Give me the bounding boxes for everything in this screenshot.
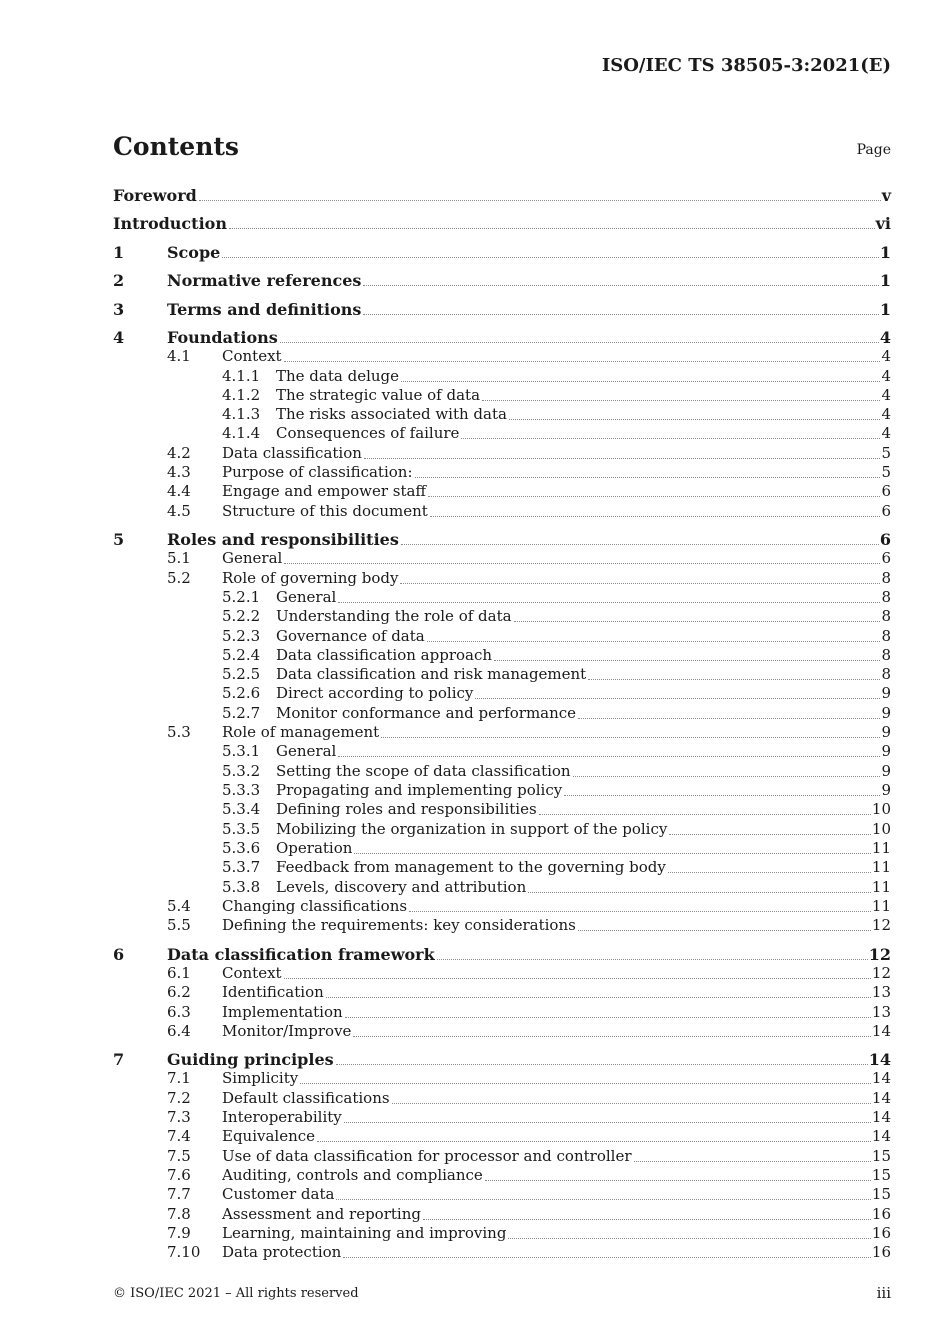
toc-entry-page: 6 <box>881 549 891 567</box>
toc-entry-title: Interoperability <box>222 1108 342 1126</box>
toc-entry-number: 7 <box>113 1050 125 1069</box>
toc-entry-page: 14 <box>868 1050 891 1069</box>
toc-entry[interactable] <box>113 839 891 859</box>
toc-entry-page: 13 <box>871 1003 891 1021</box>
toc-entry-page: 4 <box>881 424 891 442</box>
toc-entry[interactable] <box>113 945 891 965</box>
toc-entry-number: 5.3.1 <box>222 742 261 760</box>
toc-entry-number: 4.1.4 <box>222 424 261 442</box>
toc-entry-title: Data classification <box>222 444 362 462</box>
toc-entry-number: 7.2 <box>167 1089 191 1107</box>
toc-entry[interactable] <box>113 1185 891 1205</box>
toc-entry-title: Identification <box>222 983 324 1001</box>
dot-leader <box>354 853 871 854</box>
dot-leader <box>514 621 881 622</box>
toc-entry[interactable] <box>113 424 891 444</box>
toc-entry-page: 8 <box>881 569 891 587</box>
toc-entry[interactable] <box>113 820 891 840</box>
toc-entry[interactable] <box>113 1127 891 1147</box>
toc-entry-page: 1 <box>879 243 891 262</box>
toc-entry-page: 11 <box>871 858 891 876</box>
toc-entry-page: 9 <box>881 762 891 780</box>
toc-entry[interactable] <box>113 569 891 589</box>
toc-entry-number: 7.10 <box>167 1243 201 1261</box>
toc-entry-number: 4.1.3 <box>222 405 261 423</box>
toc-entry-page: 12 <box>871 964 891 982</box>
toc-entry-number: 7.3 <box>167 1108 191 1126</box>
toc-entry-title: Role of governing body <box>222 569 399 587</box>
toc-entry-page: 14 <box>871 1127 891 1145</box>
toc-entry-title: Changing classifications <box>222 897 408 915</box>
toc-entry[interactable] <box>113 1147 891 1167</box>
toc-entry-title: Terms and definitions <box>167 300 362 319</box>
toc-entry-page: 15 <box>871 1166 891 1184</box>
dot-leader <box>364 458 881 459</box>
dot-leader <box>363 285 878 286</box>
toc-entry[interactable] <box>113 1089 891 1109</box>
toc-entry-page: 12 <box>868 945 891 964</box>
toc-entry-number: 5.2.5 <box>222 665 261 683</box>
toc-entry[interactable] <box>113 444 891 464</box>
toc-entry-page: v <box>881 186 891 205</box>
toc-entry-title: Mobilizing the organization in support of the policy <box>276 820 668 838</box>
toc-entry[interactable] <box>113 1224 891 1244</box>
toc-entry-title: Foundations <box>167 328 278 347</box>
toc-entry-title: Engage and empower staff <box>222 482 427 500</box>
toc-entry-title: Data classification framework <box>167 945 435 964</box>
toc-entry-title: Governance of data <box>276 627 425 645</box>
toc-entry-number: 4.4 <box>167 482 191 500</box>
toc-entry-number: 4 <box>113 328 125 347</box>
toc-entry-title: Introduction <box>113 214 227 233</box>
toc-entry[interactable] <box>113 1069 891 1089</box>
toc-entry-number: 7.8 <box>167 1205 191 1223</box>
toc-entry-title: General <box>276 588 337 606</box>
toc-entry-title: Equivalence <box>222 1127 316 1145</box>
toc-entry-title: Learning, maintaining and improving <box>222 1224 507 1242</box>
dot-leader <box>229 228 875 229</box>
toc-entry[interactable] <box>113 405 891 425</box>
toc-entry[interactable] <box>113 588 891 608</box>
toc-entry[interactable] <box>113 983 891 1003</box>
toc-entry-title: Data classification and risk management <box>276 665 587 683</box>
toc-entry-title: Monitor conformance and performance <box>276 704 577 722</box>
toc-entry[interactable] <box>113 742 891 762</box>
toc-entry[interactable] <box>113 878 891 898</box>
toc-entry[interactable] <box>113 482 891 502</box>
toc-entry-title: Defining the requirements: key considerations <box>222 916 576 934</box>
toc-entry[interactable] <box>113 897 891 917</box>
footer-copyright: © ISO/IEC 2021 – All rights reserved <box>113 1286 359 1301</box>
toc-entry-title: Direct according to policy <box>276 684 474 702</box>
dot-leader <box>578 718 880 719</box>
toc-entry-page: 1 <box>879 300 891 319</box>
dot-leader <box>336 1199 870 1200</box>
dot-leader <box>669 834 871 835</box>
dot-leader <box>564 795 880 796</box>
dot-leader <box>280 342 879 343</box>
toc-entry-number: 6.4 <box>167 1022 191 1040</box>
toc-entry[interactable] <box>113 762 891 782</box>
toc-entry[interactable] <box>113 530 891 550</box>
toc-entry-page: 6 <box>879 530 891 549</box>
dot-leader <box>415 477 881 478</box>
dot-leader <box>482 400 880 401</box>
toc-entry-number: 4.1 <box>167 347 191 365</box>
toc-entry[interactable] <box>113 1003 891 1023</box>
dot-leader <box>392 1103 871 1104</box>
toc-entry-page: 15 <box>871 1185 891 1203</box>
toc-entry-page: 8 <box>881 665 891 683</box>
dot-leader <box>300 1083 871 1084</box>
toc-entry-page: 4 <box>881 367 891 385</box>
dot-leader <box>437 959 868 960</box>
dot-leader <box>578 930 871 931</box>
toc-entry-number: 6.3 <box>167 1003 191 1021</box>
toc-entry-number: 4.5 <box>167 502 191 520</box>
toc-entry-number: 2 <box>113 271 125 290</box>
toc-entry-title: Understanding the role of data <box>276 607 512 625</box>
toc-entry-number: 5.3.8 <box>222 878 261 896</box>
toc-entry-title: Operation <box>276 839 353 857</box>
toc-entry-page: 11 <box>871 897 891 915</box>
document-id: ISO/IEC TS 38505-3:2021(E) <box>601 55 891 76</box>
toc-entry-number: 4.3 <box>167 463 191 481</box>
toc-entry-title: The risks associated with data <box>276 405 507 423</box>
toc-entry-number: 7.9 <box>167 1224 191 1242</box>
toc-entry-number: 5.3.7 <box>222 858 261 876</box>
toc-entry[interactable] <box>113 300 891 320</box>
toc-entry[interactable] <box>113 800 891 820</box>
toc-entry-page: 14 <box>871 1089 891 1107</box>
toc-entry-title: Role of management <box>222 723 380 741</box>
toc-entry[interactable] <box>113 549 891 569</box>
toc-entry-page: 4 <box>879 328 891 347</box>
toc-entry-number: 5.3.3 <box>222 781 261 799</box>
toc-entry-title: Auditing, controls and compliance <box>222 1166 483 1184</box>
toc-entry-title: Customer data <box>222 1185 335 1203</box>
toc-entry-number: 5.5 <box>167 916 191 934</box>
dot-leader <box>475 698 880 699</box>
toc-entry[interactable] <box>113 627 891 647</box>
toc-entry-number: 4.1.2 <box>222 386 261 404</box>
toc-entry[interactable] <box>113 243 891 263</box>
toc-entry-title: Scope <box>167 243 221 262</box>
toc-entry-page: 6 <box>881 502 891 520</box>
toc-entry-number: 6.1 <box>167 964 191 982</box>
dot-leader <box>634 1161 871 1162</box>
toc-entry-title: General <box>222 549 283 567</box>
toc-entry-number: 6.2 <box>167 983 191 1001</box>
toc-entry-title: Guiding principles <box>167 1050 334 1069</box>
dot-leader <box>430 516 881 517</box>
toc-entry[interactable] <box>113 607 891 627</box>
toc-entry[interactable] <box>113 916 891 936</box>
toc-entry[interactable] <box>113 1166 891 1186</box>
toc-entry[interactable] <box>113 723 891 743</box>
toc-entry-page: 16 <box>871 1243 891 1261</box>
toc-entry[interactable] <box>113 858 891 878</box>
toc-entry-page: 15 <box>871 1147 891 1165</box>
dot-leader <box>336 1064 868 1065</box>
dot-leader <box>381 737 880 738</box>
toc-entry-title: Consequences of failure <box>276 424 460 442</box>
toc-entry-title: Implementation <box>222 1003 343 1021</box>
toc-entry[interactable] <box>113 186 891 206</box>
toc-entry-number: 5.3.6 <box>222 839 261 857</box>
toc-entry-page: 9 <box>881 781 891 799</box>
toc-entry-number: 5.2.3 <box>222 627 261 645</box>
dot-leader <box>345 1017 871 1018</box>
dot-leader <box>326 997 871 998</box>
dot-leader <box>284 978 871 979</box>
dot-leader <box>199 200 881 201</box>
toc-entry-page: 11 <box>871 878 891 896</box>
dot-leader <box>485 1180 871 1181</box>
toc-entry-number: 5.3.5 <box>222 820 261 838</box>
toc-entry-page: 8 <box>881 646 891 664</box>
toc-entry-title: Normative references <box>167 271 362 290</box>
toc-entry[interactable] <box>113 214 891 234</box>
toc-entry-number: 5.1 <box>167 549 191 567</box>
toc-entry[interactable] <box>113 781 891 801</box>
dot-leader <box>338 602 880 603</box>
toc-entry-number: 3 <box>113 300 125 319</box>
dot-leader <box>401 544 879 545</box>
toc-entry[interactable] <box>113 271 891 291</box>
toc-entry[interactable] <box>113 367 891 387</box>
dot-leader <box>284 361 881 362</box>
toc-entry-page: 6 <box>881 482 891 500</box>
toc-entry-page: 10 <box>871 800 891 818</box>
toc-entry-number: 5.3.2 <box>222 762 261 780</box>
toc-entry-number: 4.2 <box>167 444 191 462</box>
toc-entry-number: 7.4 <box>167 1127 191 1145</box>
dot-leader <box>573 776 881 777</box>
dot-leader <box>509 419 881 420</box>
dot-leader <box>423 1219 871 1220</box>
dot-leader <box>539 814 871 815</box>
toc-entry-page: 4 <box>881 386 891 404</box>
toc-entry-number: 5.2.4 <box>222 646 261 664</box>
dot-leader <box>428 496 880 497</box>
toc-entry-number: 7.6 <box>167 1166 191 1184</box>
toc-entry-number: 7.5 <box>167 1147 191 1165</box>
toc-entry-number: 1 <box>113 243 125 262</box>
toc-entry[interactable] <box>113 665 891 685</box>
toc-entry[interactable] <box>113 1022 891 1042</box>
dot-leader <box>344 1122 871 1123</box>
toc-entry-page: 5 <box>881 463 891 481</box>
toc-entry-title: Structure of this document <box>222 502 428 520</box>
toc-entry-page: 9 <box>881 704 891 722</box>
toc-entry-page: 4 <box>881 405 891 423</box>
toc-entry-title: Propagating and implementing policy <box>276 781 563 799</box>
contents-title: Contents <box>113 132 240 161</box>
dot-leader <box>528 892 871 893</box>
toc-entry-page: 8 <box>881 588 891 606</box>
toc-entry-number: 5.2 <box>167 569 191 587</box>
toc-entry-page: 16 <box>871 1205 891 1223</box>
toc-entry[interactable] <box>113 347 891 367</box>
dot-leader <box>668 872 871 873</box>
toc-entry-number: 5.3.4 <box>222 800 261 818</box>
toc-entry-page: 12 <box>871 916 891 934</box>
toc-entry-page: vi <box>875 214 891 233</box>
toc-entry-number: 5.2.2 <box>222 607 261 625</box>
toc-entry-number: 5.4 <box>167 897 191 915</box>
toc-entry-number: 5.2.7 <box>222 704 261 722</box>
toc-entry-title: Use of data classification for processor and controller <box>222 1147 632 1165</box>
toc-entry[interactable] <box>113 964 891 984</box>
toc-entry-number: 7.1 <box>167 1069 191 1087</box>
toc-entry[interactable] <box>113 463 891 483</box>
dot-leader <box>461 438 880 439</box>
toc-entry-number: 5.3 <box>167 723 191 741</box>
toc-entry-page: 14 <box>871 1022 891 1040</box>
toc-entry-title: Context <box>222 964 282 982</box>
toc-entry[interactable] <box>113 646 891 666</box>
toc-entry-title: Feedback from management to the governing body <box>276 858 666 876</box>
toc-entry[interactable] <box>113 328 891 348</box>
toc-entry-page: 9 <box>881 684 891 702</box>
dot-leader <box>343 1257 871 1258</box>
toc-entry[interactable] <box>113 1050 891 1070</box>
dot-leader <box>401 381 880 382</box>
toc-entry-title: Data classification approach <box>276 646 493 664</box>
toc-entry[interactable] <box>113 1205 891 1225</box>
dot-leader <box>409 911 871 912</box>
toc-entry[interactable] <box>113 386 891 406</box>
toc-entry-title: Foreword <box>113 186 197 205</box>
dot-leader <box>494 660 880 661</box>
toc-entry-page: 8 <box>881 607 891 625</box>
toc-entry-page: 16 <box>871 1224 891 1242</box>
dot-leader <box>588 679 880 680</box>
toc-entry-title: Levels, discovery and attribution <box>276 878 527 896</box>
dot-leader <box>284 563 880 564</box>
toc-entry[interactable] <box>113 1108 891 1128</box>
toc-entry-title: Setting the scope of data classification <box>276 762 571 780</box>
toc-entry-number: 6 <box>113 945 125 964</box>
dot-leader <box>353 1036 870 1037</box>
toc-entry-title: Purpose of classification: <box>222 463 413 481</box>
toc-entry-number: 5 <box>113 530 125 549</box>
dot-leader <box>338 756 880 757</box>
footer-page-number: iii <box>876 1284 891 1302</box>
toc-entry-page: 9 <box>881 723 891 741</box>
toc-entry-page: 10 <box>871 820 891 838</box>
dot-leader <box>363 314 878 315</box>
toc-entry-number: 4.1.1 <box>222 367 261 385</box>
toc-entry-page: 14 <box>871 1108 891 1126</box>
toc-entry-page: 14 <box>871 1069 891 1087</box>
dot-leader <box>222 257 879 258</box>
toc-entry-number: 5.2.6 <box>222 684 261 702</box>
toc-entry-page: 8 <box>881 627 891 645</box>
toc-entry-page: 4 <box>881 347 891 365</box>
page-column-label: Page <box>856 142 891 158</box>
dot-leader <box>400 583 880 584</box>
toc-entry-title: Assessment and reporting <box>222 1205 421 1223</box>
toc-entry-page: 1 <box>879 271 891 290</box>
toc-entry-title: General <box>276 742 337 760</box>
dot-leader <box>508 1238 870 1239</box>
toc-entry-title: Defining roles and responsibilities <box>276 800 537 818</box>
toc-entry[interactable] <box>113 1243 891 1263</box>
toc-entry-title: Default classifications <box>222 1089 390 1107</box>
toc-entry-title: Monitor/Improve <box>222 1022 352 1040</box>
dot-leader <box>317 1141 871 1142</box>
toc-entry-title: Data protection <box>222 1243 342 1261</box>
toc-entry[interactable] <box>113 502 891 522</box>
dot-leader <box>427 641 881 642</box>
toc-entry-title: The strategic value of data <box>276 386 481 404</box>
toc-entry-page: 9 <box>881 742 891 760</box>
toc-entry-page: 11 <box>871 839 891 857</box>
toc-entry-number: 7.7 <box>167 1185 191 1203</box>
toc-entry-page: 5 <box>881 444 891 462</box>
toc-entry[interactable] <box>113 704 891 724</box>
toc-entry-page: 13 <box>871 983 891 1001</box>
toc-entry-number: 5.2.1 <box>222 588 261 606</box>
toc-entry-title: Simplicity <box>222 1069 299 1087</box>
toc-entry-title: Context <box>222 347 282 365</box>
toc-entry[interactable] <box>113 684 891 704</box>
toc-entry-title: The data deluge <box>276 367 400 385</box>
toc-entry-title: Roles and responsibilities <box>167 530 399 549</box>
